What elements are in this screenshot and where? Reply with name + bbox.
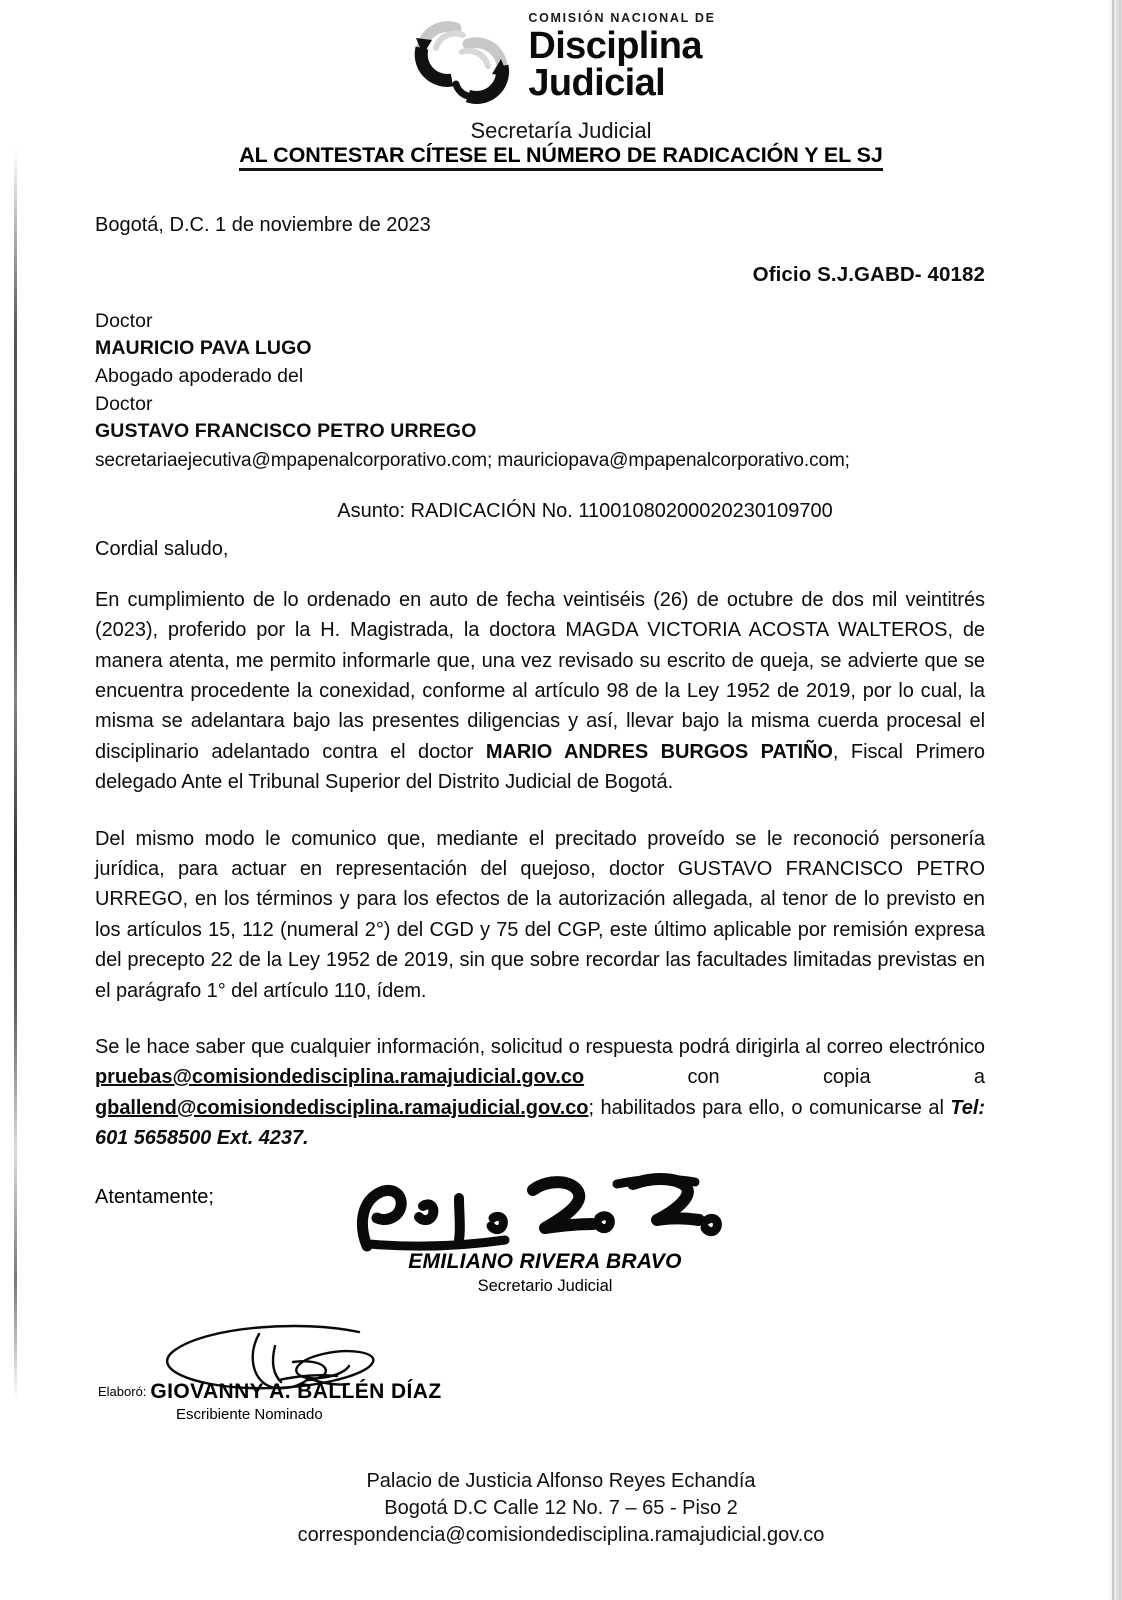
footer-line-email: correspondencia@comisiondedisciplina.ramajudicial.gov.co bbox=[297, 1524, 825, 1547]
prepared-by-role: Escribiente Nominado bbox=[176, 1406, 323, 1423]
p2-quejoso-name: GUSTAVO FRANCISCO PETRO URREGO bbox=[95, 858, 985, 911]
scan-artifact-left-edge bbox=[14, 0, 17, 1600]
addressee-salutation-2: Doctor bbox=[95, 392, 153, 415]
scan-artifact-right-line bbox=[1112, 0, 1114, 1600]
prepared-by-name: GIOVANNY A. BALLÉN DÍAZ bbox=[150, 1380, 442, 1403]
oficio-number: Oficio S.J.GABD- 40182 bbox=[752, 263, 985, 286]
brand-text bbox=[528, 8, 715, 102]
scan-artifact-right-edge bbox=[1108, 0, 1122, 1600]
addressee-name-2: GUSTAVO FRANCISCO PETRO URREGO bbox=[95, 420, 477, 443]
p2-part-a: Del mismo modo le comunico que, mediante el precitado proveído se le reconoció personería jurídica, para actuar en representación del quejoso, doctor bbox=[95, 827, 985, 881]
addressee-salutation-1: Doctor bbox=[95, 309, 153, 332]
addressee-emails: secretariaejecutiva@mpapenalcorporativo.com; mauriciopava@mpapenalcorporativo.com; bbox=[95, 449, 850, 471]
paragraph-1 bbox=[95, 585, 985, 798]
addressee-block bbox=[95, 308, 985, 475]
p1-part-a: En cumplimiento de lo ordenado en auto de fecha veintiséis (26) de octubre de dos mil veintitrés (2023), proferido por la H. Magistrada, la doctora bbox=[95, 588, 985, 642]
prepared-by-row bbox=[98, 1380, 518, 1404]
p1-fiscal-name: MARIO ANDRES BURGOS PATIÑO bbox=[485, 740, 833, 763]
paragraph-2 bbox=[95, 824, 985, 1006]
date-line: Bogotá, D.C. 1 de noviembre de 2023 bbox=[95, 214, 431, 236]
signer-role: Secretario Judicial bbox=[477, 1277, 613, 1295]
addressee-name-1: MAURICIO PAVA LUGO bbox=[95, 337, 312, 360]
p1-magistrada-name: MAGDA VICTORIA ACOSTA WALTEROS bbox=[565, 619, 948, 642]
prepared-by-block bbox=[98, 1318, 518, 1423]
p3-part-c: ; habilitados para ello, o comunicarse al bbox=[588, 1096, 951, 1119]
email-link-gballend[interactable]: gballend@comisiondedisciplina.ramajudicial.gov.co bbox=[95, 1096, 589, 1119]
signer-name: EMILIANO RIVERA BRAVO bbox=[408, 1250, 682, 1273]
p3-part-a: Se le hace saber que cualquier información, solicitud o respuesta podrá dirigirla al correo electrónico bbox=[95, 1035, 985, 1058]
signature-block bbox=[330, 1168, 760, 1296]
footer-line-address: Bogotá D.C Calle 12 No. 7 – 65 - Piso 2 bbox=[384, 1497, 738, 1520]
letterhead bbox=[0, 8, 1122, 112]
letter-body bbox=[95, 215, 985, 1154]
secretaria-judicial-label: Secretaría Judicial bbox=[470, 118, 652, 143]
closing-salutation: Atentamente; bbox=[95, 1186, 214, 1208]
p3-part-b: con copia a bbox=[584, 1066, 985, 1089]
handwritten-signature-icon bbox=[355, 1168, 735, 1260]
prepared-by-label: Elaboró: bbox=[98, 1384, 147, 1399]
page-footer bbox=[0, 1468, 1122, 1550]
footer-line-building: Palacio de Justicia Alfonso Reyes Echandía bbox=[366, 1470, 756, 1492]
paragraph-3 bbox=[95, 1032, 985, 1154]
p2-part-b: , en los términos y para los efectos de la autorización allegada, al tenor de lo previsto en los artículos 15, 112 (numeral 2°) del CGD y 75 del CGP, este último aplicable por remisión expresa del precepto 22 de la Ley 1952 de 2019, sin que sobre recordar las facultades limitadas previstas en el parágrafo 1° del artículo 110, ídem. bbox=[95, 888, 985, 1002]
addressee-role-1: Abogado apoderado del bbox=[95, 364, 304, 387]
p1-part-c: , Fiscal Primero delegado Ante el Tribunal Superior del Distrito Judicial de Bogotá. bbox=[95, 740, 986, 794]
brand-title-line2: Judicial bbox=[528, 61, 666, 104]
greeting-line: Cordial saludo, bbox=[95, 537, 229, 560]
subject-line: Asunto: RADICACIÓN No. 11001080200020230109700 bbox=[337, 499, 833, 522]
brand-title-line1: Disciplina bbox=[528, 24, 702, 67]
phone-number: Tel: 601 5658500 Ext. 4237. bbox=[95, 1096, 985, 1150]
brand-kicker: COMISIÓN NACIONAL DE bbox=[528, 11, 716, 25]
radicacion-notice bbox=[0, 143, 1122, 168]
radicacion-notice-text: AL CONTESTAR CÍTESE EL NÚMERO DE RADICACIÓN Y EL SJ bbox=[239, 143, 883, 171]
email-link-pruebas[interactable]: pruebas@comisiondedisciplina.ramajudicial.gov.co bbox=[95, 1066, 585, 1089]
p1-part-b: , de manera atenta, me permito informarle que, una vez revisado su escrito de queja, se advierte que se encuentra procedente la conexidad, conforme al artículo 98 de la Ley 1952 de 2019, por lo cual, la misma se adelantara bajo las presentes diligencias y así, llevar bajo la misma cuerda procesal el disciplinario adelantado contra el doctor bbox=[95, 619, 985, 763]
two-interlocking-arrows-logo-icon bbox=[406, 8, 518, 112]
